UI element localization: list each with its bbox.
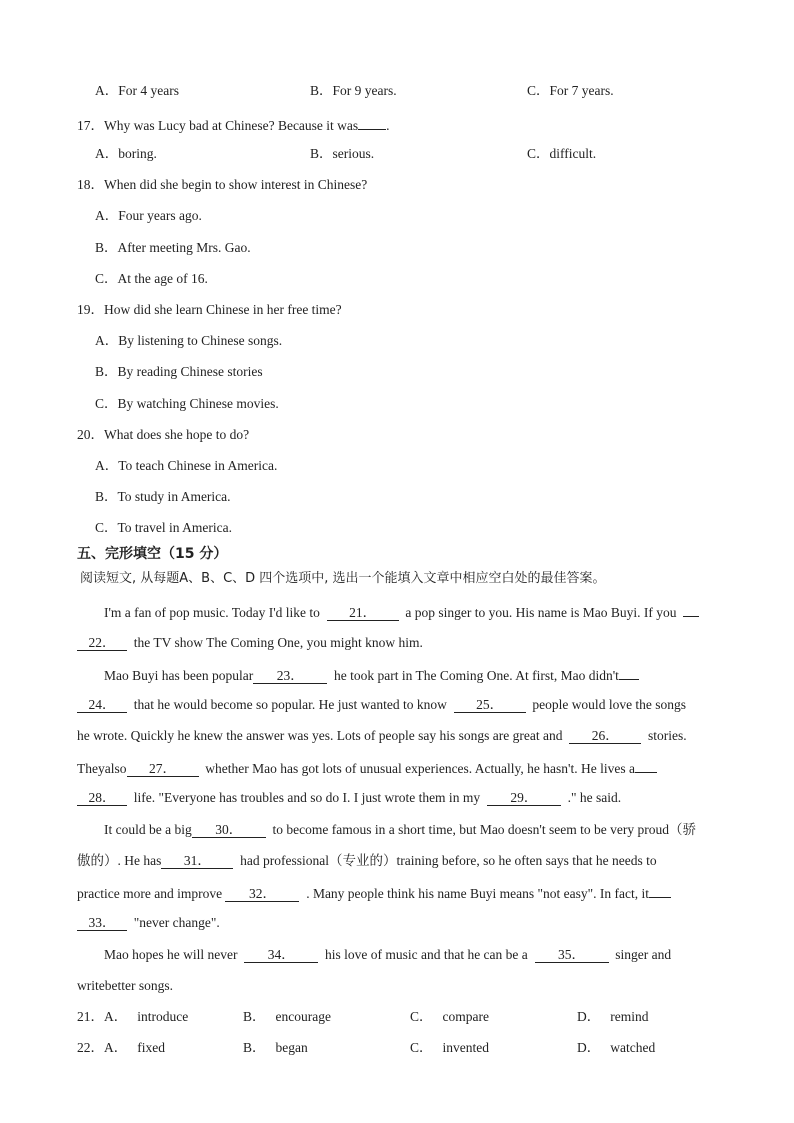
blank-24-start [619,665,639,680]
passage-line: 28． life. "Everyone has troubles and so do I. I just wrote them in my 29． ." he said. [77,789,621,807]
q18-option-c: C．At the age of 16. [95,271,208,286]
blank-27: 27． [127,761,199,777]
passage-line: I'm a fan of pop music. Today I'd like to 21． a pop singer to you. His name is Mao Buyi. If you [104,602,699,622]
blank-22: 22． [77,635,127,651]
q18-stem: 18．When did she begin to show interest in Chinese? [77,177,368,192]
q17-option-b: B．serious. [310,146,375,161]
blank-24: 24． [77,697,127,713]
blank-23: 23． [253,668,327,684]
section-instruction: 阅读短文, 从每题A、B、C、D 四个选项中, 选出一个能填入文章中相应空白处的最佳答案。 [80,571,606,586]
blank-33: 33． [77,915,127,931]
section-title: 五、完形填空（15 分） [77,546,228,562]
q20-option-a: A．To teach Chinese in America. [95,458,278,473]
passage-line: Theyalso 27． whether Mao has got lots of unusual experiences. Actually, he hasn't. He lives a [77,758,657,778]
passage-line: It could be a big 30． to become famous in a short time, but Mao doesn't seem to be very proud（骄 [104,822,696,837]
blank-30: 30． [192,822,266,838]
q21-option-b: B． encourage [243,1009,331,1024]
passage-line: Mao hopes he will never 34． his love of music and that he can be a 35． singer and [104,947,672,962]
q18-option-a: A．Four years ago. [95,208,202,223]
q17-option-c: C．difficult. [527,146,597,161]
blank-28: 28． [77,790,127,806]
q22-option-b: B． began [243,1040,308,1055]
q19-option-b: B．By reading Chinese stories [95,364,263,379]
q22-option-c: C． invented [410,1040,490,1055]
blank-21: 21． [327,605,399,621]
q22-option-d: D． watched [577,1040,656,1055]
passage-line: 傲的）. He has 31． had professional（专业的）training before, so he often says that he needs to [77,853,657,868]
q21-option-d: D． remind [577,1009,649,1024]
passage-line: practice more and improve 32． . Many people think his name Buyi means "not easy". In fact, it [77,883,671,903]
q19-option-c: C．By watching Chinese movies. [95,396,279,411]
blank-32: 32． [225,886,299,902]
blank-29: 29． [487,790,561,806]
q16-option-b: B．For 9 years. [310,83,397,98]
q20-stem: 20．What does she hope to do? [77,427,250,442]
blank-35: 35． [535,947,609,963]
blank-34: 34． [244,947,318,963]
blank-28-start [635,758,657,773]
blank-25: 25． [454,697,526,713]
q17-option-a: A．boring. [95,146,157,161]
q22-option-a: 22．A． fixed [77,1040,165,1055]
blank-33-start [649,883,671,898]
q19-stem: 19．How did she learn Chinese in her free time? [77,302,342,317]
q20-option-c: C．To travel in America. [95,520,233,535]
passage-line: 24． that he would become so popular. He just wanted to know 25． people would love the songs [77,696,686,714]
q16-option-a: A．For 4 years [95,83,179,98]
q19-option-a: A．By listening to Chinese songs. [95,333,283,348]
q18-option-b: B．After meeting Mrs. Gao. [95,240,251,255]
answer-blank [358,115,386,130]
passage-line: 33． "never change". [77,914,220,932]
passage-line: Mao Buyi has been popular 23． he took part in The Coming One. At first, Mao didn't [104,665,639,685]
q17-stem: 17．Why was Lucy bad at Chinese? Because it was . [77,115,390,135]
passage-line: he wrote. Quickly he knew the answer was yes. Lots of people say his songs are great and 26． stories. [77,728,687,743]
q21-option-c: C． compare [410,1009,489,1024]
blank-31: 31． [161,853,233,869]
q21-option-a: 21．A． introduce [77,1009,189,1024]
passage-line: 22． the TV show The Coming One, you might know him. [77,634,423,652]
q20-option-b: B．To study in America. [95,489,231,504]
passage-line: writebetter songs. [77,978,173,993]
q16-option-c: C．For 7 years. [527,83,614,98]
blank-26: 26． [569,728,641,744]
blank-22-start [683,602,699,617]
